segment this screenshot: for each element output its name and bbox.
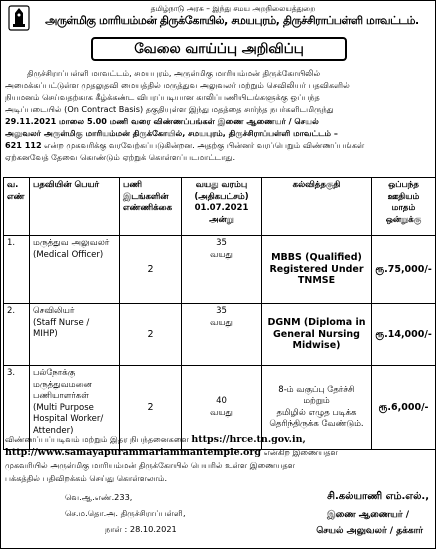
row-salary: ரூ.75,000/- — [372, 236, 436, 304]
body-line-3: நியமனம் செய்வதற்காக கீழ்க்கண்ட விபரப்படியான காலிப்பணியிடங்களுக்கு ஒப்பந்த — [5, 92, 320, 102]
reference-office: செ.ம.தொ.அ. திருச்சிராப்பள்ளி, — [65, 508, 186, 518]
body-line-8: ஏற்கனவேத் தேவை கொண்டும் ஏற்றுக் கொள்ளப்படமாட்டாது. — [5, 152, 236, 162]
body-line-5: 29.11.2021 மாலை 5.00 மணி வரை விண்ணப்பங்கள் இணை ஆணையர் / செயல் — [5, 116, 319, 126]
temple-title: அருள்மிகு மாரியம்மன் திருக்கோயில், சமயபுரம், திருச்சிராப்பள்ளி மாவட்டம். — [45, 14, 419, 27]
row-sno: 3. — [4, 366, 30, 450]
footer-line-3: முகவரியில் அருள்மிகு மாரியம்மன் திருக்கோயில் பெயரில் உள்ள இணையதள — [5, 460, 296, 470]
row-salary: ரூ.6,000/- — [372, 366, 436, 450]
qualification-line: TNMSE — [297, 275, 336, 287]
qualification-line: Midwise) — [292, 340, 341, 352]
post-tamil: மருத்துவ அலுவலர் — [33, 238, 110, 248]
reference-date: நாள் : 28.10.2021 — [105, 524, 177, 534]
table-header-row — [4, 178, 436, 236]
table-row — [4, 236, 436, 304]
row-age — [182, 304, 262, 366]
body-line-4: அடிப்படையில் (On Contract Basis) தகுதியுள்ள இந்து மதத்தை சார்ந்த நபர்களிடமிருந்து — [5, 104, 334, 114]
banner-title: வேலை வாய்ப்பு அறிவிப்பு — [134, 41, 304, 57]
qualification-line: General Nursing — [273, 328, 360, 340]
age-unit: வயது — [210, 317, 233, 328]
pincode: 621 112 — [5, 140, 42, 150]
header — [3, 3, 433, 33]
row-salary: ரூ.14,000/- — [372, 304, 436, 366]
row-post — [30, 304, 120, 366]
age-value: 35 — [216, 238, 227, 248]
body-line-7-rest: என்ற முகவரிக்கு வரவேற்கப்படுகின்றன. அதற்கு பின்னர் வரப்பெறும் விண்ணப்பங்கள் — [41, 140, 365, 150]
row-vacancy: 2 — [120, 236, 182, 304]
footer-text: விண்ணப்பப்படிவம் மற்றும் இதர நிபந்தனைகளை — [5, 434, 192, 444]
row-qualification — [262, 304, 372, 366]
signatory-name: சி.கல்யாணி எம்.எல்., — [327, 491, 429, 502]
age-value: 40 — [216, 396, 227, 406]
emblem-icon — [7, 4, 31, 32]
row-vacancy: 2 — [120, 366, 182, 450]
row-qualification — [262, 236, 372, 304]
header-qualification: கல்வித்தகுதி — [262, 178, 372, 236]
qualification-line: Registered Under — [269, 263, 364, 275]
post-english: (Multi Purpose Hospital Worker/ Attender) — [33, 402, 104, 436]
header-salary: ஒப்பந்த ஊதியம் மாதம் ஒன்றுக்கு — [372, 178, 436, 236]
row-age — [182, 236, 262, 304]
header-sno: வ. எண் — [4, 178, 30, 236]
qualification-line: 8-ம் வகுப்பு தேர்ச்சி — [278, 384, 355, 395]
row-sno: 1. — [4, 236, 30, 304]
hrce-url[interactable]: https://hrce.tn.gov.in, — [191, 434, 306, 445]
qualification-line: மற்றும் — [303, 396, 330, 406]
qualification-line: DGNM (Diploma in — [267, 317, 366, 329]
row-post — [30, 236, 120, 304]
header-age: வயது வரம்பு (அதிகபட்சம்) 01.07.2021 அன்று — [182, 178, 262, 236]
footer-line-4: பக்கத்தில் பதிவிறக்கம் செய்து கொள்ளலாம். — [5, 473, 168, 483]
row-vacancy: 2 — [120, 304, 182, 366]
body-line-2: அமைக்கப்பட்டுள்ள முதலுதவி மையத்தில் மருத்துவ அலுவலர் மற்றும் செவிலியர் பதவிகளில் — [5, 80, 350, 90]
age-value: 35 — [216, 306, 227, 316]
row-sno: 2. — [4, 304, 30, 366]
body-line-7 — [5, 139, 433, 151]
post-tamil: பல்நோக்கு மருத்துவமனை பணியாளர்கள் — [33, 368, 92, 401]
signatory-title-2: செயல் அலுவலர் / தக்கார் — [316, 526, 423, 536]
temple-url[interactable]: http://www.samayapurammariammantemple.org — [5, 447, 262, 458]
header-vacancy: பணி இடங்களின் எண்ணிக்கை — [120, 178, 182, 236]
body-line-6: அலுவலர் அருள்மிகு மாரியம்மன் திருக்கோயில், சமயபுரம், திருச்சிராப்பள்ளி மாவட்டம் – — [5, 128, 338, 138]
signatory-title-1: இணை ஆணையர் / — [326, 510, 409, 520]
vacancy-table — [3, 177, 436, 450]
notice-banner — [91, 37, 347, 61]
post-english: (Medical Officer) — [33, 249, 104, 260]
header-post: பதவியின் பெயர் — [30, 178, 120, 236]
qualification-line: MBBS (Qualified) — [271, 252, 362, 264]
reference-number: வெ.ஆ.எண்.233, — [65, 492, 133, 502]
age-unit: வயது — [210, 249, 233, 260]
footer-line-2 — [5, 446, 435, 460]
age-unit: வயது — [210, 407, 233, 418]
footer-text: என்கிற இணையதள — [261, 447, 338, 457]
government-line: தமிழ்நாடு அரசு – இந்து சமய அறநிலையத்துறை — [150, 4, 316, 13]
body-line-1: திருச்சிராப்பள்ளி மாவட்டம், சமயபுரம், அருள்மிகு மாரியம்மன் திருக்கோயிலில் — [27, 68, 321, 78]
post-tamil: செவிலியர் — [33, 306, 75, 316]
post-english: (Staff Nurse / MIHP) — [33, 317, 90, 339]
footer-line-1 — [5, 433, 435, 447]
table-row — [4, 304, 436, 366]
qualification-line: தமிழில் எழுத படிக்க தெரிந்திருக்க வேண்டும். — [269, 407, 364, 429]
